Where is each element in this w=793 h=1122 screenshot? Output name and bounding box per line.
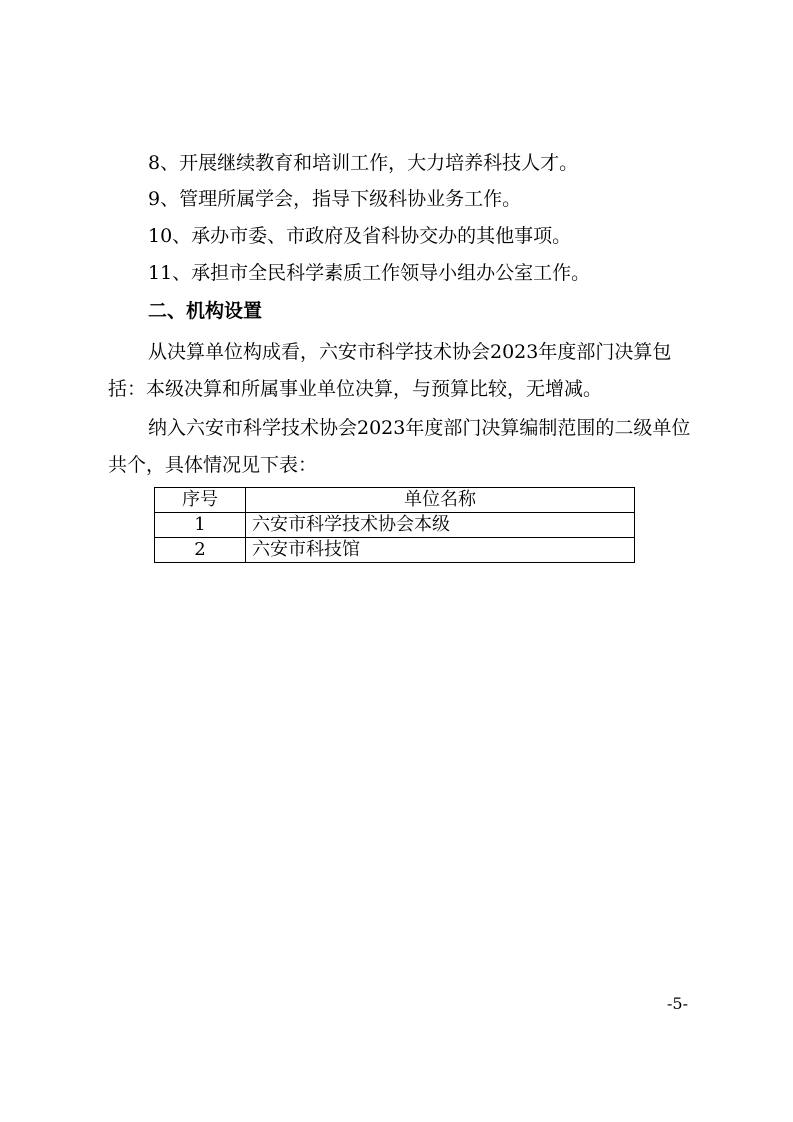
table-row [155,513,635,538]
table-row [155,538,635,563]
column-header-serial: 序号 [155,488,246,513]
cell-serial: 2 [155,538,246,563]
column-header-unit-name: 单位名称 [246,488,635,513]
paragraph: 从决算单位构成看，六安市科学技术协会2023年度部门决算包括：本级决算和所属事业单位决算，与预算比较，无增减。 [108,341,672,400]
page-number: -5- [667,994,688,1013]
list-item: 9、管理所属学会，指导下级科协业务工作。 [148,188,522,210]
paragraph: 纳入六安市科学技术协会2023年度部门决算编制范围的二级单位共个，具体情况见下表： [108,417,691,476]
section-heading: 二、机构设置 [148,300,263,322]
cell-unit-name: 六安市科学技术协会本级 [246,513,635,538]
units-table [154,487,635,563]
cell-unit-name: 六安市科技馆 [246,538,635,563]
list-item: 8、开展继续教育和培训工作，大力培养科技人才。 [148,152,579,174]
list-item: 10、承办市委、市政府及省科协交办的其他事项。 [148,225,572,247]
table-header-row [155,488,635,513]
list-item: 11、承担市全民科学素质工作领导小组办公室工作。 [148,262,591,284]
cell-serial: 1 [155,513,246,538]
